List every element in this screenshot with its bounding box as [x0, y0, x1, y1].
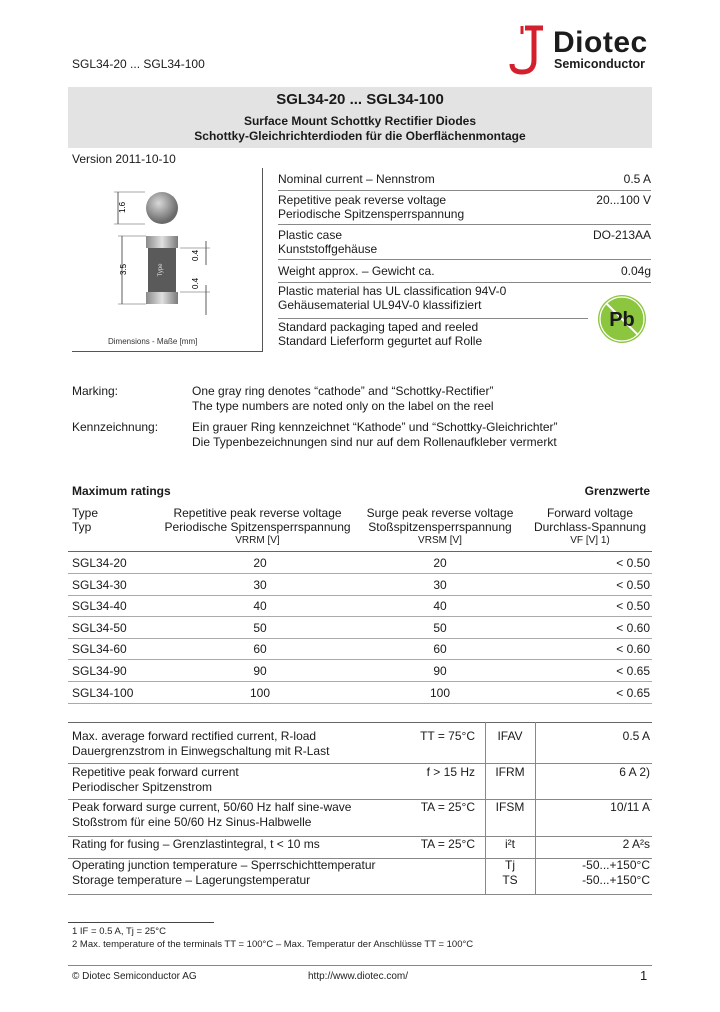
param-condition: f > 15 Hz — [426, 765, 475, 779]
row-type: SGL34-60 — [72, 642, 127, 657]
row-type: SGL34-30 — [72, 577, 127, 592]
spec-label: Weight approx. – Gewicht ca. — [278, 264, 435, 278]
row-type: SGL34-100 — [72, 685, 134, 700]
brand-subtitle: Semiconductor — [554, 57, 645, 71]
ratings-title-de: Grenzwerte — [584, 484, 650, 498]
row-vrsm: 40 — [433, 599, 447, 614]
row-vf: < 0.50 — [616, 577, 650, 592]
param-value: -50...+150°C — [582, 858, 650, 872]
spec-value: 20...100 V — [596, 193, 651, 207]
col-vf-en: Forward voltage — [546, 506, 634, 520]
col-vrsm-unit: VRSM [V] — [418, 535, 462, 546]
col-vrsm-header — [355, 506, 525, 548]
footnote-2: 2 Max. temperature of the terminals TT = 100°C – Max. Temperatur der Anschlüsse TT = 100°C — [72, 939, 474, 950]
spec-label-de: Kunststoffgehäuse — [278, 242, 378, 256]
page-title: SGL34-20 ... SGL34-100 — [276, 91, 444, 108]
row-vrrm: 30 — [253, 577, 267, 592]
spec-label: Standard packaging taped and reeled — [278, 320, 479, 334]
row-vrsm: 100 — [429, 685, 451, 700]
param-value: 6 A 2) — [619, 765, 650, 779]
marking-text-en-1: One gray ring denotes “cathode” and “Schottky-Rectifier” — [192, 384, 494, 398]
spec-label-de: Periodische Spitzensperrspannung — [278, 207, 465, 221]
row-vf: < 0.65 — [616, 664, 650, 678]
marking-label-en: Marking: — [72, 384, 119, 398]
row-type: SGL34-40 — [72, 599, 127, 614]
row-vf: < 0.65 — [616, 685, 650, 700]
param-condition: TT = 75°C — [420, 729, 475, 743]
spec-row-nominal-current — [278, 172, 651, 191]
param-symbol: IFRM — [495, 765, 525, 779]
col-vrrm-en: Repetitive peak reverse voltage — [173, 506, 342, 520]
param-label-en: Peak forward surge current, 50/60 Hz half sine-wave — [72, 800, 352, 814]
table-row-rule — [68, 616, 652, 617]
param-symbol: i²t — [505, 837, 515, 851]
param-label-de: Stoßstrom für eine 50/60 Hz Sinus-Halbwelle — [72, 815, 312, 829]
marking-text-en-2: The type numbers are noted only on the label on the reel — [192, 399, 494, 413]
col-type-header — [72, 506, 98, 534]
marking-text-de-1: Ein grauer Ring kennzeichnet “Kathode” und “Schottky-Gleichrichter” — [192, 420, 558, 434]
marking-text-de-2: Die Typenbezeichnungen sind nur auf dem Rollenaufkleber vermerkt — [192, 435, 557, 449]
dim-1-6: 1.6 — [118, 201, 127, 213]
param-label-de: Periodischer Spitzenstrom — [72, 780, 213, 794]
param-symbol-2: TS — [502, 873, 518, 887]
dim-0-4-top: 0.4 — [191, 249, 200, 261]
row-vf: < 0.60 — [616, 620, 650, 635]
subtitle-de: Schottky-Gleichrichterdioden für die Oberflächenmontage — [194, 129, 526, 143]
spec-row-weight — [278, 264, 651, 283]
brand-name: Diotec — [553, 26, 648, 59]
params-vline-1 — [485, 722, 486, 894]
spec-label: Repetitive peak reverse voltage — [278, 193, 447, 207]
row-vf: < 0.50 — [616, 599, 650, 614]
spec-value: DO-213AA — [592, 228, 651, 242]
row-vrsm: 60 — [433, 642, 447, 657]
spec-value: 0.5 A — [623, 172, 651, 186]
row-vrsm: 20 — [433, 556, 447, 570]
param-label-en: Max. average forward rectified current, R-load — [72, 729, 317, 743]
param-value: 10/11 A — [610, 800, 650, 814]
row-vf: < 0.60 — [616, 642, 650, 657]
diotec-logo-icon — [505, 24, 553, 76]
marking-label-de: Kennzeichnung: — [72, 420, 159, 434]
param-label-en: Rating for fusing – Grenzlastintegral, t < 10 ms — [72, 837, 320, 851]
param-value: 2 A²s — [622, 837, 650, 851]
param-value: 0.5 A — [622, 729, 650, 743]
param-symbol: IFAV — [497, 729, 523, 743]
param-condition: TA = 25°C — [420, 800, 475, 814]
table-row-rule — [68, 703, 652, 704]
col-vrrm-header — [160, 506, 355, 548]
spec-label: Plastic material has UL classification 94V-0 — [278, 284, 507, 298]
table-row-rule — [68, 595, 652, 596]
spec-row-case — [278, 228, 651, 260]
spec-label-de: Gehäusematerial UL94V-0 klassifiziert — [278, 298, 482, 312]
footnote-1: 1 IF = 0.5 A, Tj = 25°C — [72, 926, 166, 937]
footnote-rule — [68, 922, 214, 923]
param-condition: TA = 25°C — [420, 837, 475, 851]
footer-copyright: © Diotec Semiconductor AG — [72, 971, 197, 982]
header-part-range: SGL34-20 ... SGL34-100 — [72, 57, 205, 71]
table-row-rule — [68, 573, 652, 574]
param-label-en: Repetitive peak forward current — [72, 765, 239, 779]
param-label-de: Dauergrenzstrom in Einwegschaltung mit R-Last — [72, 744, 330, 758]
spec-value: 0.04g — [620, 264, 651, 278]
table-row-rule — [68, 681, 652, 682]
row-vrsm: 50 — [433, 620, 447, 635]
footer-rule — [68, 965, 652, 966]
version-label: Version 2011-10-10 — [72, 152, 176, 166]
param-symbol: IFSM — [495, 800, 525, 814]
param-label-de: Storage temperature – Lagerungstemperatur — [72, 873, 311, 887]
spec-row-reverse-voltage — [278, 193, 651, 225]
row-type: SGL34-90 — [72, 664, 127, 678]
drawing-type-label: Type — [158, 263, 164, 277]
row-vrrm: 40 — [253, 599, 267, 614]
spec-label-de: Standard Lieferform gegurtet auf Rolle — [278, 334, 483, 348]
col-vf-de: Durchlass-Spannung — [533, 520, 647, 534]
param-row-rule — [68, 894, 652, 895]
table-row-rule — [68, 659, 652, 660]
col-vrsm-en: Surge peak reverse voltage — [366, 506, 514, 520]
row-vrrm: 90 — [253, 664, 267, 678]
param-symbol: Tj — [505, 858, 515, 872]
param-row-rule — [68, 763, 652, 764]
params-vline-2 — [535, 722, 536, 894]
footer-page-number: 1 — [640, 968, 648, 983]
col-type-en: Type — [72, 506, 99, 520]
dimension-caption: Dimensions - Maße [mm] — [108, 337, 198, 346]
spec-label: Plastic case — [278, 228, 343, 242]
row-vrsm: 30 — [433, 577, 447, 592]
dim-0-4-bottom: 0.4 — [191, 277, 200, 289]
col-vf-unit: VF [V] 1) — [570, 535, 610, 546]
col-type-de: Typ — [72, 520, 92, 534]
row-type: SGL34-20 — [72, 556, 127, 570]
package-drawing-icon — [100, 185, 230, 325]
spec-label: Nominal current – Nennstrom — [278, 172, 435, 186]
pb-badge-text: Pb — [609, 309, 635, 331]
footer-url[interactable]: http://www.diotec.com/ — [308, 971, 409, 982]
ratings-title-en: Maximum ratings — [72, 484, 171, 498]
subtitle-en: Surface Mount Schottky Rectifier Diodes — [243, 114, 477, 128]
row-type: SGL34-50 — [72, 620, 127, 635]
col-vrrm-de: Periodische Spitzensperrspannung — [164, 520, 351, 534]
param-label-en: Operating junction temperature – Sperrschichttemperatur — [72, 858, 376, 872]
col-vrrm-unit: VRRM [V] — [235, 535, 280, 546]
params-top-rule — [68, 722, 652, 723]
row-vrsm: 90 — [433, 664, 447, 678]
row-vrrm: 50 — [253, 620, 267, 635]
row-vrrm: 100 — [249, 685, 271, 700]
pb-free-icon — [596, 293, 648, 345]
param-value-2: -50...+150°C — [582, 873, 650, 887]
ratings-header-rule — [68, 551, 652, 552]
spec-divider — [278, 318, 588, 319]
row-vrrm: 20 — [253, 556, 267, 570]
row-vrrm: 60 — [253, 642, 267, 657]
col-vrsm-de: Stoßspitzensperrspannung — [368, 520, 512, 534]
row-vf: < 0.50 — [616, 556, 650, 570]
table-row-rule — [68, 638, 652, 639]
dim-3-5: 3.5 — [119, 263, 128, 275]
col-vf-header — [525, 506, 655, 548]
